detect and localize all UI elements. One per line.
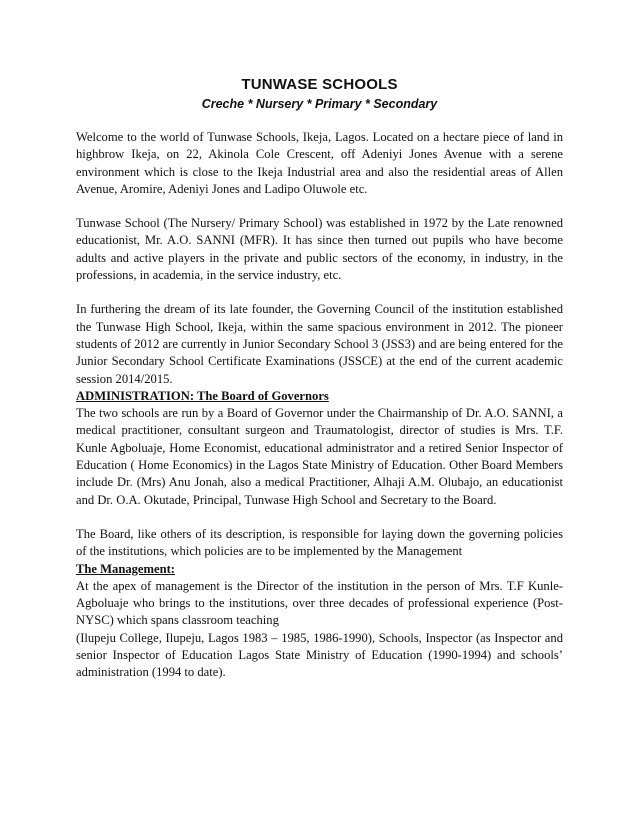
management-paragraph: At the apex of management is the Director of the institution in the person of Mrs. T.F Kunle-Agboluaje who brings to the institutions, over three decades of professional experience (Post-NYSC) which spans classroom teaching — [76, 578, 563, 628]
board-responsibility-paragraph: The Board, like others of its description, is responsible for laying down the governing policies of the institutions, which policies are to be implemented by the Management — [76, 526, 563, 559]
management-paragraph-continued: (Ilupeju College, Ilupeju, Lagos 1983 – 1985, 1986-1990), Schools, Inspector (as Inspector and senior Inspector of Education Lagos State Ministry of Education (1990-1994) and schools’ administration (1994 to date). — [76, 630, 563, 680]
document-title: TUNWASE SCHOOLS — [241, 76, 398, 93]
history-paragraph: Tunwase School (The Nursery/ Primary School) was established in 1972 by the Late renowned educationist, Mr. A.O. SANNI (MFR). It has since then turned out pupils who have become adults and active players in the private and public sectors of the economy, in industry, in the professions, in academia, in the service industry, etc. — [76, 216, 563, 283]
administration-paragraph: The two schools are run by a Board of Governor under the Chairmanship of Dr. A.O. SANNI, a medical practitioner, consultant surgeon and Traumatologist, director of studies is Mrs. T.F. Kunle Agboluaje, Home Economist, educational administrator and a retired Senior Inspector of Education ( Home Economics) in the Lagos State Ministry of Education. Other Board Members include Dr. (Mrs) Anu Jonah, also a medical Practitioner, Alhaji A.M. Olubajo, an educationist and Dr. O.A. Okutade, Principal, Tunwase High School and Secretary to the Board. — [76, 406, 563, 507]
management-heading: The Management: — [76, 561, 175, 576]
high-school-paragraph: In furthering the dream of its late founder, the Governing Council of the institution established the Tunwase High School, Ikeja, within the same spacious environment in 2012. The pioneer students of 2012 are currently in Junior Secondary School 3 (JSS3) and are being entered for the Junior Secondary School Certificate Examinations (JSSCE) at the end of the current academic session 2014/2015. — [76, 302, 563, 386]
document-subtitle: Creche * Nursery * Primary * Secondary — [201, 97, 438, 111]
intro-paragraph: Welcome to the world of Tunwase Schools, Ikeja, Lagos. Located on a hectare piece of land in highbrow Ikeja, on 22, Akinola Cole Crescent, off Adeniyi Jones Avenue with a serene environment which is close to the Ikeja Industrial area and also the residential areas of Allen Avenue, Aromire, Adeniyi Jones and Ladipo Oluwole etc. — [76, 130, 563, 196]
administration-heading: ADMINISTRATION: The Board of Governors — [76, 388, 329, 403]
document-page — [76, 76, 563, 682]
